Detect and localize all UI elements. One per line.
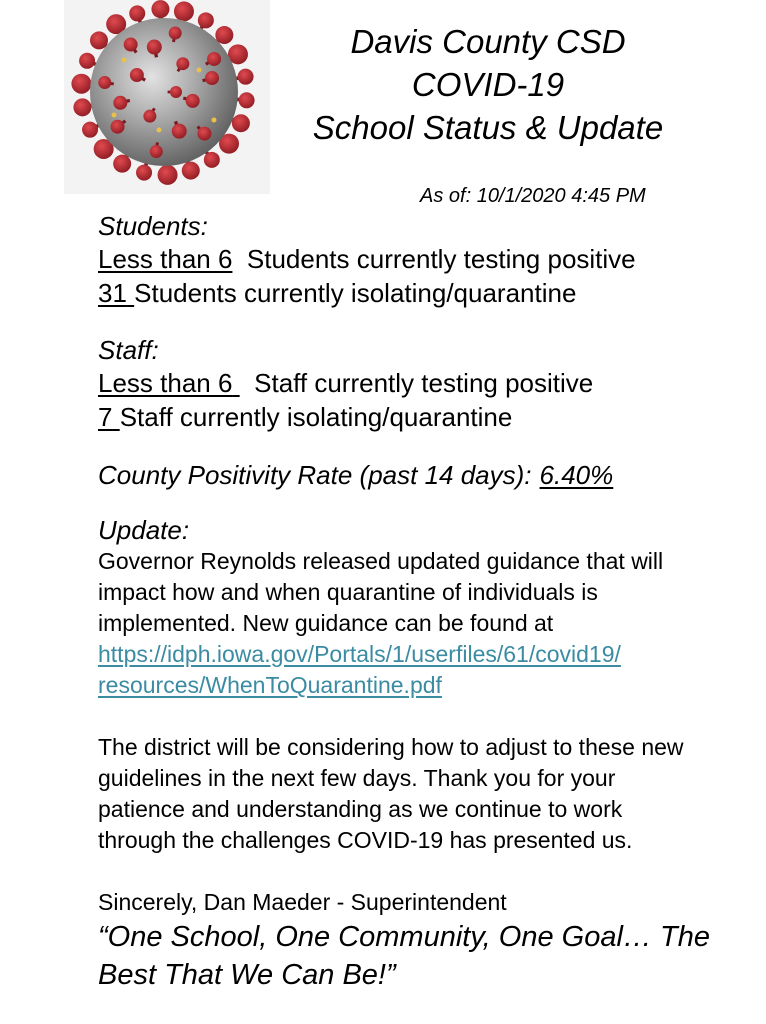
spike-head [147, 40, 162, 55]
district-note-line: The district will be considering how to adjust to these new [98, 734, 684, 760]
spike-head [207, 52, 221, 66]
spike-head [143, 110, 156, 123]
spike-head [129, 5, 145, 21]
spike-head [124, 38, 138, 52]
spike-head [111, 120, 125, 134]
update-heading: Update: [98, 515, 190, 545]
page-title [262, 20, 714, 149]
spike-head [238, 69, 254, 85]
district-note-line: guidelines in the next few days. Thank you for your [98, 765, 616, 791]
update-paragraph-guidance [98, 546, 762, 701]
coronavirus-illustration [64, 0, 270, 194]
motto-line: “One School, One Community, One Goal… The [98, 921, 710, 953]
staff-positive-line [98, 366, 762, 400]
county-positivity-label: County Positivity Rate (past 14 days): [98, 460, 532, 490]
staff-isolating-label: Staff currently isolating/quarantine [119, 402, 513, 432]
superintendent-signature: Sincerely, Dan Maeder - Superintendent [98, 889, 507, 915]
spike-head [232, 114, 250, 132]
spike-head [172, 124, 187, 139]
spike-head [90, 31, 108, 49]
staff-isolating-count: 7 [98, 402, 113, 432]
spike-head [186, 94, 200, 108]
county-positivity-rate: 6.40% [539, 460, 614, 490]
spike-head [130, 68, 144, 82]
surface-highlight [122, 58, 127, 63]
quarantine-guidance-link[interactable]: https://idph.iowa.gov/Portals/1/userfiles/61/covid19/ resources/WhenToQuarantine.pdf [98, 641, 621, 698]
students-isolating-count: 31 [98, 278, 127, 308]
virion-body [90, 18, 238, 166]
surface-highlight [157, 128, 162, 133]
update-guidance-line: Governor Reynolds released updated guidance that will [98, 548, 664, 574]
title-line-district: Davis County CSD [350, 23, 626, 60]
update-paragraph-district [98, 732, 762, 856]
spike-head [98, 76, 111, 89]
spike-head [204, 152, 220, 168]
spike-head [205, 71, 219, 85]
surface-highlight [112, 113, 117, 118]
district-note-line: patience and understanding as we continue to work [98, 796, 623, 822]
spike-head [151, 0, 169, 18]
spike-head [182, 162, 200, 180]
update-guidance-line: impact how and when quarantine of individuals is [98, 579, 598, 605]
spike-head [174, 1, 194, 21]
spike-head [82, 122, 98, 138]
students-isolating-line [98, 276, 762, 310]
spike-head [71, 74, 91, 94]
students-positive-count: Less than 6 [98, 244, 233, 274]
spike-head [150, 145, 163, 158]
staff-isolating-line [98, 400, 762, 434]
district-note-line: through the challenges COVID-19 has presented us. [98, 827, 633, 853]
spike-head [79, 53, 95, 69]
as-of-timestamp: As of: 10/1/2020 4:45 PM [420, 185, 646, 207]
district-motto [98, 918, 762, 994]
students-positive-line [98, 242, 762, 276]
spike-head [73, 98, 91, 116]
staff-heading: Staff: [98, 335, 159, 365]
county-positivity-line [98, 458, 762, 492]
spike-head [169, 27, 182, 40]
spike-head [239, 92, 255, 108]
coronavirus-icon [64, 0, 270, 194]
spike-head [136, 165, 152, 181]
spike-head [170, 86, 182, 98]
surface-highlight [212, 118, 217, 123]
students-isolating-label: Students currently isolating/quarantine [134, 278, 577, 308]
spike-head [113, 155, 131, 173]
spike-head [158, 165, 178, 185]
spike-head [197, 127, 211, 141]
students-heading: Students: [98, 211, 208, 241]
title-line-status: School Status & Update [312, 109, 664, 146]
title-line-covid: COVID-19 [411, 66, 565, 103]
spike-head [198, 12, 214, 28]
spike-head [113, 96, 127, 110]
update-guidance-line: implemented. New guidance can be found at [98, 610, 554, 636]
spike-head [215, 26, 233, 44]
staff-positive-count: Less than 6 [98, 368, 233, 398]
spike-head [176, 57, 189, 70]
surface-highlight [197, 68, 202, 73]
staff-positive-label: Staff currently testing positive [254, 368, 594, 398]
students-positive-label: Students currently testing positive [246, 244, 636, 274]
motto-line: Best That We Can Be!” [98, 959, 396, 991]
main-content [98, 210, 762, 994]
